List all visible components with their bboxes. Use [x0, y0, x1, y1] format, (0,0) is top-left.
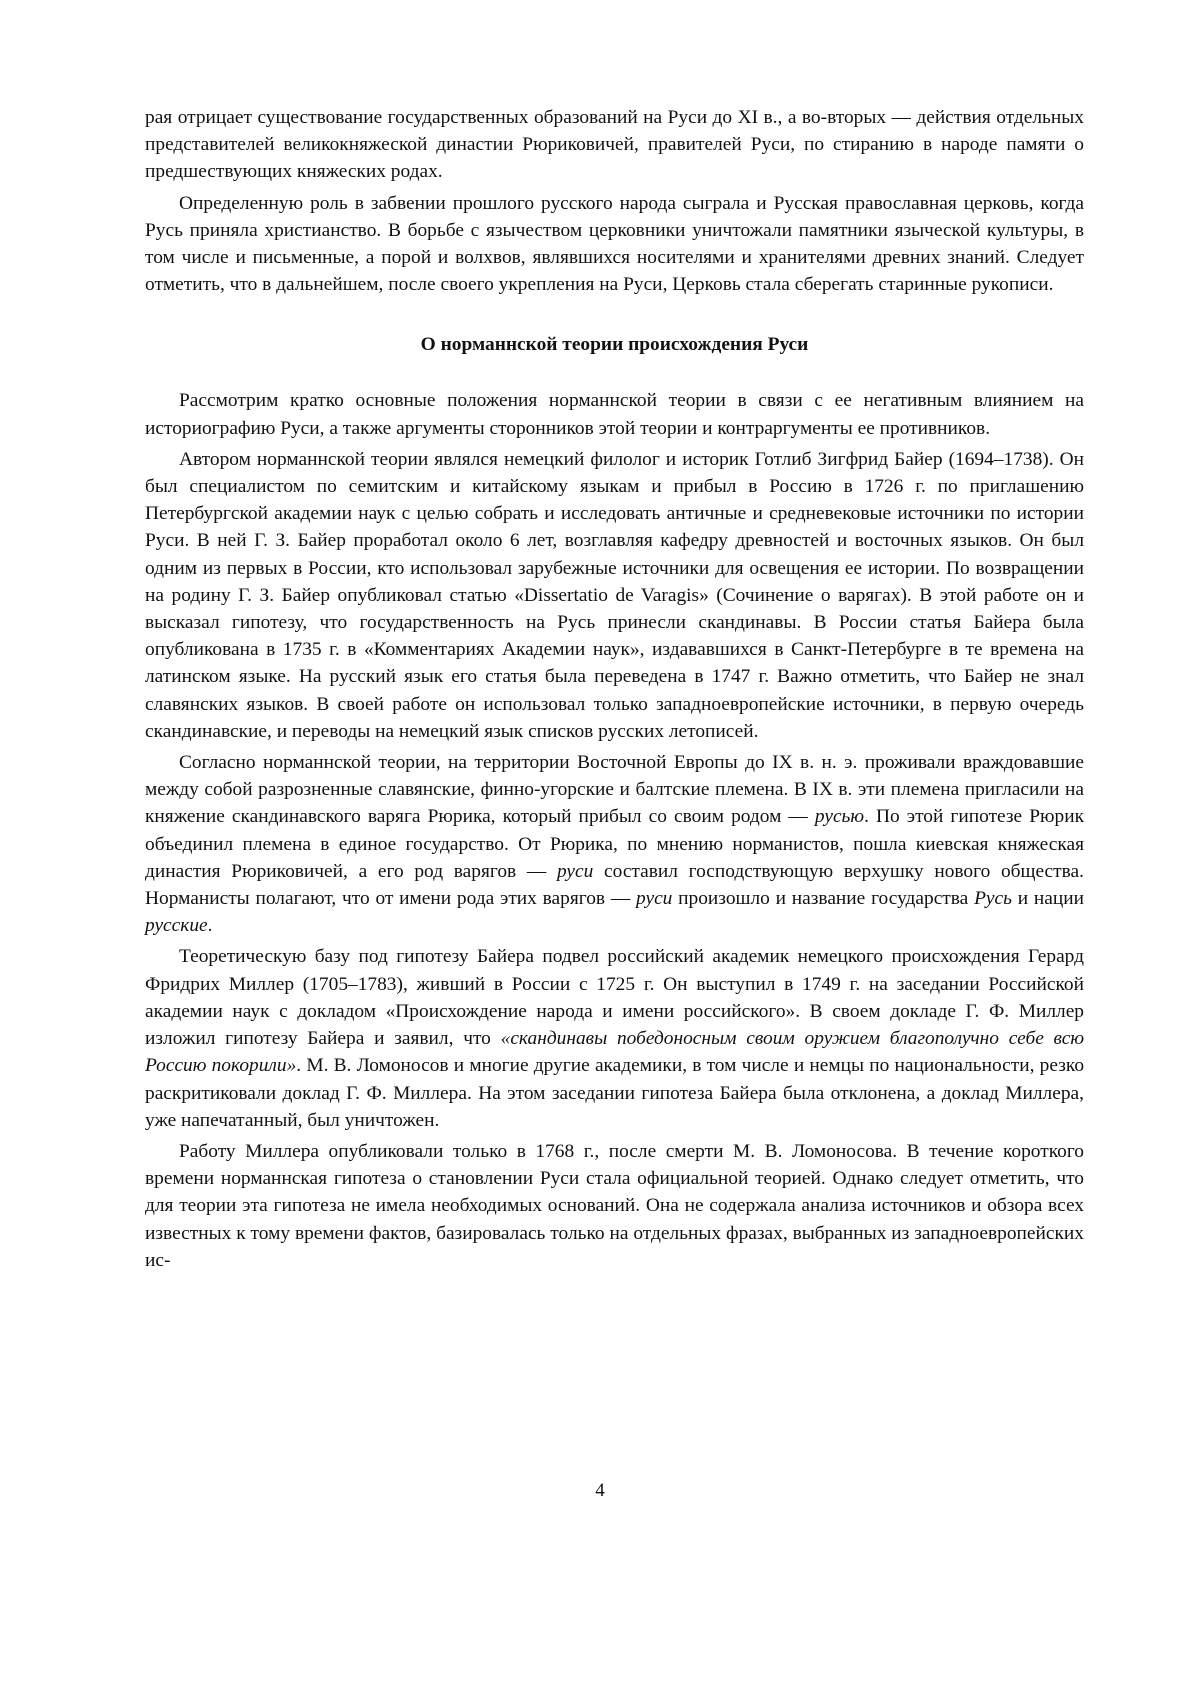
- text-run: произошло и название государства: [672, 888, 975, 910]
- text-run: составил господствующую верхушку нового общества. Норманисты полагают, что от имени рода этих варягов —: [145, 860, 1084, 910]
- text-run: и нации: [1011, 888, 1085, 910]
- text-run: Теоретическую базу под гипотезу Байера подвел российский академик немецкого происхождения Герард Фридрих Миллер (1705–1783), живший в России с 1725 г. Он выступил в 1749 г. на заседании Российской академии наук с докладом «Происхождение народа и имени российского». В своем докладе Г. Ф. Миллер изложил гипотезу Байера и заявил, что: [145, 946, 1084, 1050]
- page-number: 4: [595, 1480, 605, 1501]
- italic-term: Русь: [974, 888, 1012, 910]
- section-heading: О норманнской теории происхождения Руси: [420, 334, 809, 356]
- paragraph-miller: [145, 943, 1084, 1133]
- text-run: .: [207, 915, 213, 937]
- paragraph-continuation: рая отрицает существование государственных образований на Руси до XI в., а во-вторых — действия отдельных представителей великокняжеской династии Рюриковичей, правителей Руси, по стиранию в народе памяти о предшествующих княжеских родах.: [145, 107, 1084, 183]
- italic-term: русью: [814, 806, 865, 828]
- paragraph-publication: Работу Миллера опубликовали только в 1768 г., после смерти М. В. Ломоносова. В течение короткого времени норманнская гипотеза о становлении Руси стала официальной теорией. Однако следует отметить, что для теории эта гипотеза не имела необходимых оснований. Она не содержала анализа источников и обзора всех известных к тому времени фактов, базировалась только на отдельных фразах, выбранных из западноевропейских ис-: [145, 1140, 1084, 1271]
- italic-term: руси: [556, 860, 594, 882]
- paragraph-norman-theory: [145, 749, 1084, 939]
- text-run: Согласно норманнской теории, на территории Восточной Европы до IX в. н. э. проживали враждовавшие между собой разрозненные славянские, финно-угорские и балтские племена. В IX в. эти племена пригласили на княжение скандинавского варяга Рюрика, который прибыл со своим родом —: [145, 752, 1084, 828]
- italic-quote: «скандинавы победоносным своим оружием благополучно себе всю Россию покорили»: [145, 1028, 1084, 1077]
- italic-term: руси: [636, 888, 673, 910]
- paragraph-bayer: Автором норманнской теории являлся немецкий филолог и историк Готлиб Зигфрид Байер (1694–1738). Он был специалистом по семитским и китайскому языкам и прибыл в Россию в 1726 г. по приглашению Петербургской академии наук с целью собрать и исследовать античные и средневековые источники по истории Руси. В ней Г. З. Байер проработал около 6 лет, возглавляя кафедру древностей и восточных языков. Он был одним из первых в России, кто использовал зарубежные источники для освещения ее истории. По возвращении на родину Г. З. Байер опубликовал статью «Dissertatio de Varagis» (Сочинение о варягах). В этой работе он и высказал гипотезу, что государственность на Русь принесли скандинавы. В России статья Байера была опубликована в 1735 г. в «Комментариях Академии наук», издававшихся в Санкт-Петербурге в те времена на латинском языке. На русский язык его статья была переведена в 1747 г. Важно отметить, что Байер не знал славянских языков. В своей работе он использовал только западноевропейские источники, в первую очередь скандинавские, и переводы на немецкий язык списков русских летописей.: [145, 448, 1084, 742]
- paragraph-church-role: Определенную роль в забвении прошлого русского народа сыграла и Русская православная церковь, когда Русь приняла христианство. В борьбе с язычеством церковники уничтожали памятники языческой культуры, в том числе и письменные, а порой и волхвов, являвшихся носителями и хранителями древних знаний. Следует отметить, что в дальнейшем, после своего укрепления на Руси, Церковь стала сберегать старинные рукописи.: [145, 192, 1084, 296]
- text-run: . М. В. Ломоносов и многие другие академики, в том числе и немцы по национальности, резко раскритиковали доклад Г. Ф. Миллера. На этом заседании гипотеза Байера была отклонена, а доклад Миллера, уже напечатанный, был уничтожен.: [145, 1055, 1085, 1131]
- paragraph-intro: Рассмотрим кратко основные положения норманнской теории в связи с ее негативным влиянием на историографию Руси, а также аргументы сторонников этой теории и контраргументы ее противников.: [145, 390, 1084, 439]
- text-run: . По этой гипотезе Рюрик объединил племена в единое государство. От Рюрика, по мнению норманистов, пошла киевская княжеская династия Рюриковичей, а его род варягов —: [145, 806, 1084, 882]
- italic-term: русские: [145, 915, 208, 937]
